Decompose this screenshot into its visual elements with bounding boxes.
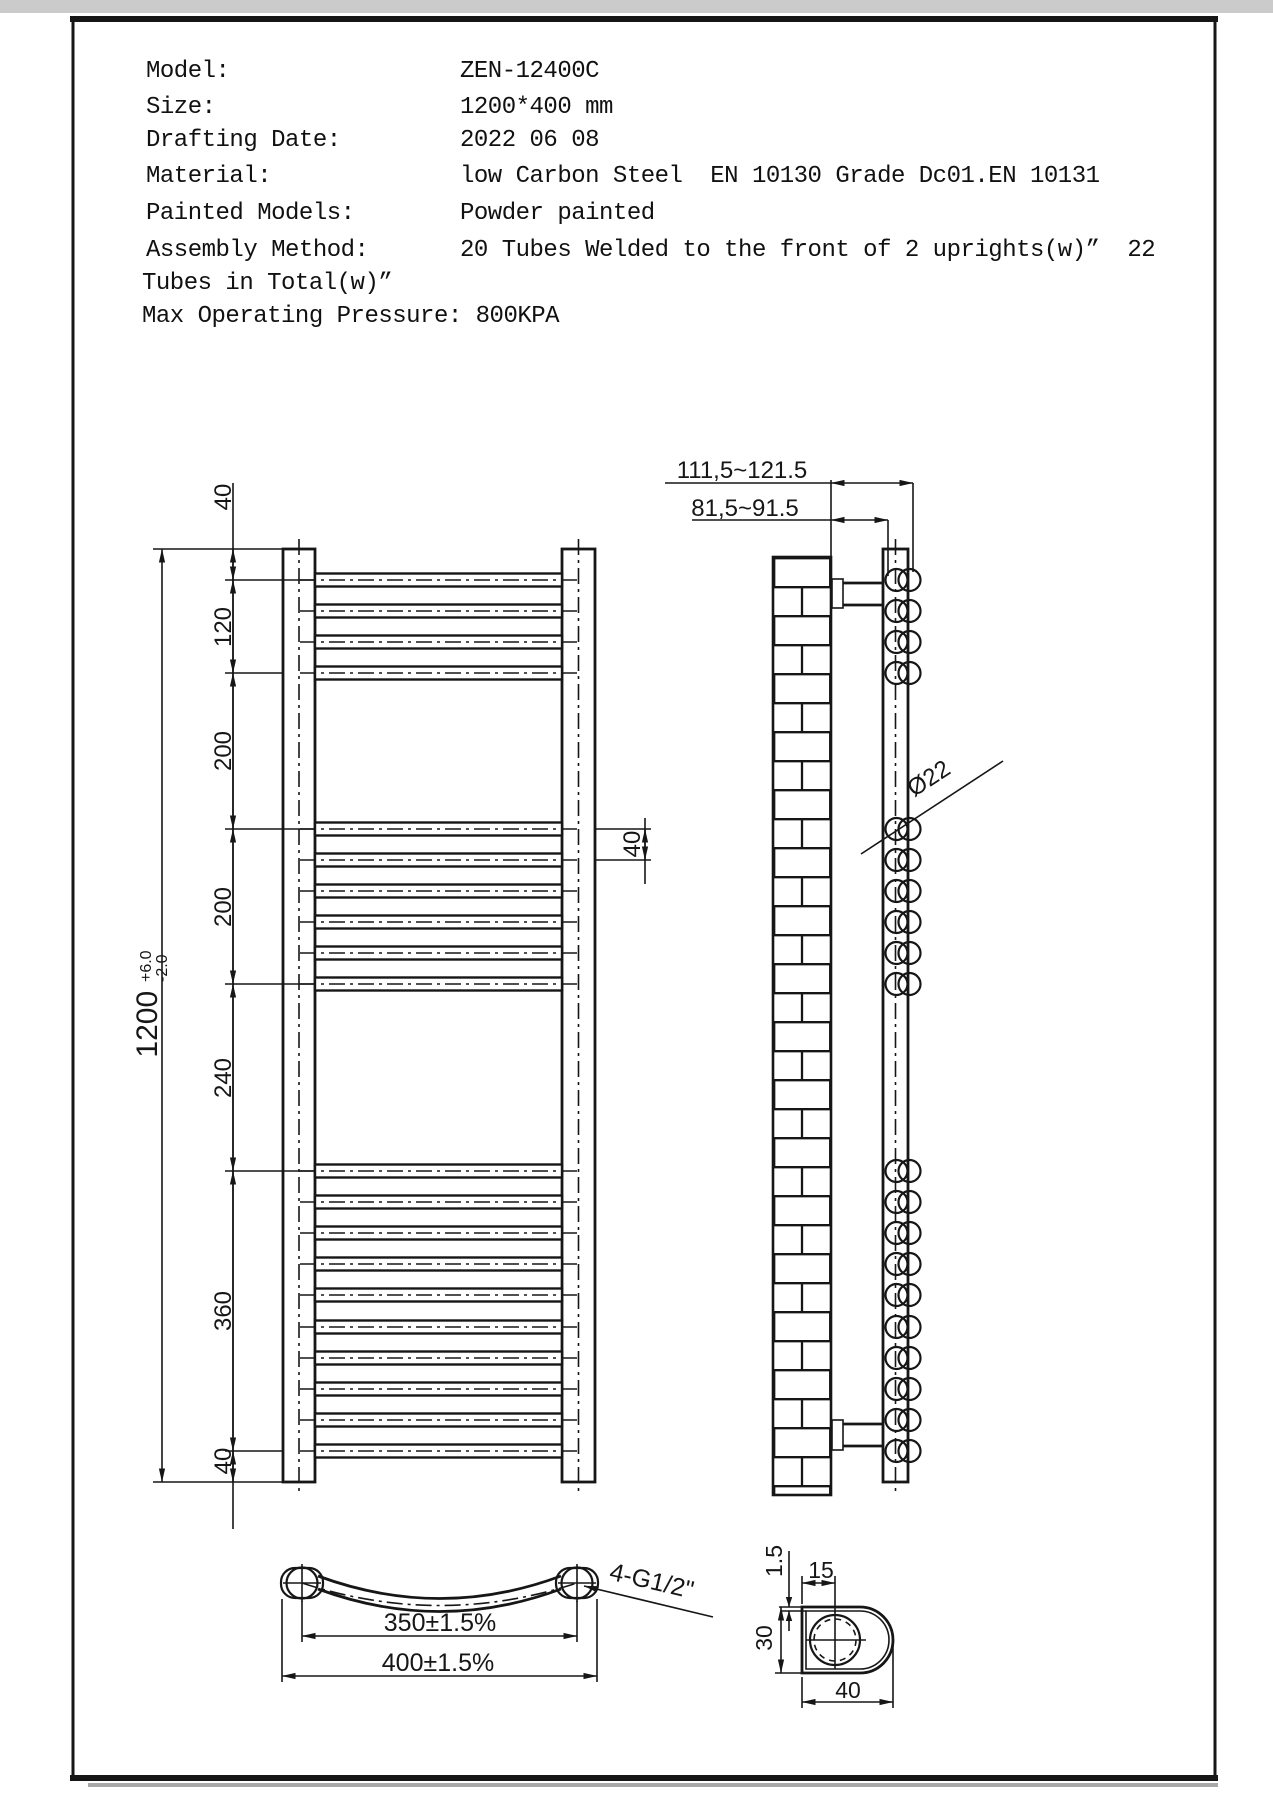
dim-depth-outer: 111,5~121.5 [676, 457, 808, 484]
plan-fitting-right [556, 1564, 598, 1602]
wall-bracket-bottom [832, 1420, 883, 1450]
dim-tube-diameter: Ø22 [902, 755, 956, 803]
profile-detail [751, 1545, 893, 1708]
spec-pressure: Max Operating Pressure: 800KPA [142, 303, 560, 330]
detail-extension-lines [775, 1576, 893, 1708]
plan-view [281, 1558, 713, 1682]
spec-label: Painted Models: [146, 200, 355, 227]
spec-label: Size: [146, 94, 216, 121]
dim-seg-360: 360 [210, 1290, 237, 1332]
sheet-frame [70, 19, 1218, 1787]
dim-seg-top-40: 40 [210, 483, 237, 511]
dim-overall-width: 400±1.5% [381, 1649, 495, 1677]
dim-seg-200-b: 200 [210, 886, 237, 928]
tube-curve-front [318, 1576, 561, 1599]
tube-curve-centerline [302, 1583, 577, 1606]
wall-bracket-top [832, 579, 883, 608]
front-view [131, 483, 651, 1529]
dim-profile-depth: 30 [751, 1625, 777, 1651]
dim-tube-pitch: 40 [619, 830, 646, 858]
dim-seg-240: 240 [210, 1057, 237, 1099]
dim-depth-inner: 81,5~91.5 [691, 495, 799, 522]
dim-wall-thickness: 1.5 [761, 1545, 787, 1577]
spec-value: low Carbon Steel EN 10130 Grade Dc01.EN 10131 [460, 163, 1100, 190]
dim-seg-bot-40: 40 [210, 1447, 237, 1475]
dim-profile-width: 40 [835, 1677, 861, 1703]
side-view [665, 457, 1003, 1495]
spec-label: Model: [146, 58, 230, 85]
spec-continuation: Tubes in Total(w)” [142, 270, 393, 297]
dim-overall-height: 1200 +6.0 -2.0 [131, 950, 171, 1058]
spec-label: Material: [146, 163, 272, 190]
frame-shadow [88, 1783, 1218, 1787]
wall-section [773, 557, 831, 1495]
spec-value: 20 Tubes Welded to the front of 2 uprights(w)” 22 [460, 237, 1156, 264]
spec-value: 1200*400 mm [460, 94, 613, 121]
dim-pipe-centres: 350±1.5% [383, 1609, 497, 1637]
spec-label: Assembly Method: [146, 237, 369, 264]
plan-fitting-left [281, 1564, 323, 1602]
spec-value: Powder painted [460, 200, 655, 227]
dim-tube-offset: 15 [808, 1557, 834, 1583]
dim-seg-120: 120 [210, 606, 237, 648]
dim-connections: 4-G1/2" [607, 1557, 697, 1605]
spec-value: ZEN-12400C [460, 58, 600, 85]
front-tubes [300, 574, 578, 1458]
dim-seg-200-a: 200 [210, 730, 237, 772]
spec-value: 2022 06 08 [460, 127, 600, 154]
spec-label: Drafting Date: [146, 127, 341, 154]
